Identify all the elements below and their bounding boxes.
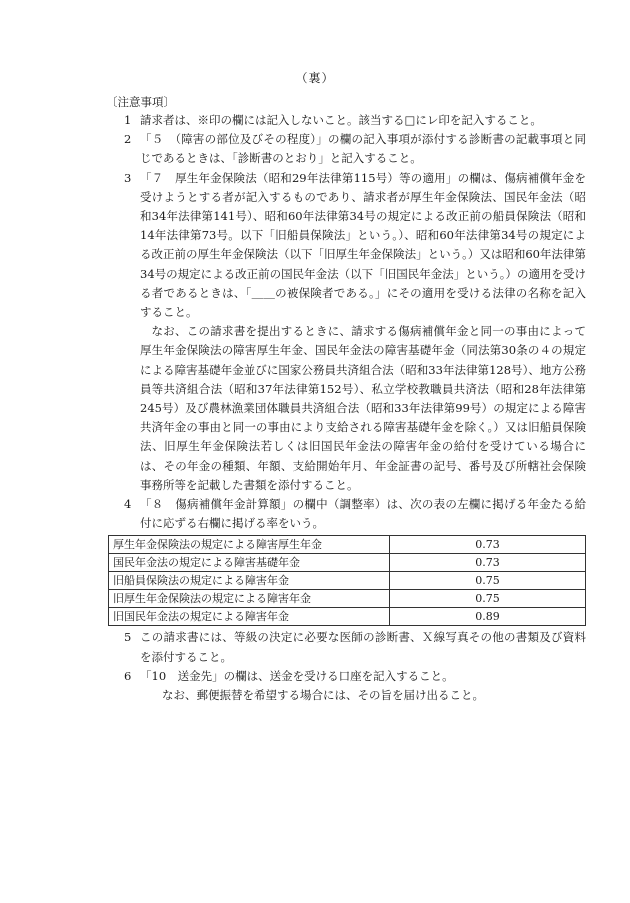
note-item-2 [108,130,586,168]
notes-section [108,94,586,705]
table-row [109,554,586,572]
note-item-6 [108,667,586,686]
adjustment-rate-table [108,535,586,626]
note-paragraph: この請求書には、等級の決定に必要な医師の診断書、Ｘ線写真その他の書類及び資料を添付すること。 [140,630,586,664]
note-paragraph: 「８ 傷病補償年金計算額」の欄中（調整率）は、次の表の左欄に掲げる年金たる給付に応ずる右欄に掲げる率をいう。 [140,497,586,531]
rate-cell: 0.73 [390,554,586,572]
note-number: 6 [124,668,132,683]
note-item-6-addendum [108,686,586,705]
note-body [140,169,586,495]
note-body [140,495,586,533]
note-body [140,686,586,705]
note-number: 3 [124,170,132,185]
note-paragraph: 「10 送金先」の欄は、送金を受ける口座を記入すること。 [140,668,454,683]
note-number: 1 [124,113,132,127]
note-body [140,111,586,130]
note-item-5 [108,628,586,666]
note-paragraph: なお、この請求書を提出するときに、請求する傷病補償年金と同一の事由によって厚生年金保険法の障害厚生年金、国民年金法の障害基礎年金（同法第30条の４の規定による障害基礎年金並びに国家公務員共済組合法（昭和33年法律第128号）、地方公務員等共済組合法（昭和37年法律第152号）、私立学校教職員共済法（昭和28年法律第245号）及び農林漁業団体職員共済組合法（昭和33年法律第99号）の規定による障害共済年金の事由と同一の事由により支給される障害基礎年金を除く。）又は旧船員保険法、旧厚生年金保険法若しくは旧国民年金法の障害年金の給付を受けている場合には、その年金の種類、年額、支給開始年月、年金証書の記号、番号及び所轄社会保険事務所等を記載した書類を添付すること。 [140,324,586,492]
rate-cell: 0.89 [390,608,586,626]
table-row [109,572,586,590]
pension-type-cell: 旧国民年金法の規定による障害年金 [109,608,390,626]
note-item-3 [108,169,586,495]
note-number: 4 [124,497,132,512]
page-heading: （裏） [295,71,335,85]
pension-type-cell: 旧厚生年金保険法の規定による障害年金 [109,590,390,608]
note-number-spacer [108,686,140,705]
note-number: 2 [124,132,132,147]
note-item-1 [108,111,586,130]
note-paragraph: 「５ （障害の部位及びその程度）」の欄の記入事項が添付する診断書の記載事項と同じであるときは、「診断書のとおり」と記入すること。 [140,132,586,166]
note-number: 5 [124,630,132,645]
rate-cell: 0.73 [390,536,586,554]
pension-type-cell: 厚生年金保険法の規定による障害厚生年金 [109,536,390,554]
rate-cell: 0.75 [390,590,586,608]
note-body [140,667,586,686]
rate-cell: 0.75 [390,572,586,590]
note-item-4 [108,495,586,533]
pension-type-cell: 旧船員保険法の規定による障害年金 [109,572,390,590]
note-paragraph: 「７ 厚生年金保険法（昭和29年法律第115号）等の適用」の欄は、傷病補償年金を受けようとする者が記入するものであり、請求者が厚生年金保険法、国民年金法（昭和34年法律第141号）、昭和60年法律第34号の規定による改正前の船員保険法（昭和14年法律第73号。以下「旧船員保険法」という。）、昭和60年法律第34号の規定による改正前の厚生年金保険法（以下「旧厚生年金保険法」という。）又は昭和60年法律第34号の規定による改正前の国民年金法（以下「旧国民年金法」という。）の適用を受ける者であるときは、「＿＿の被保険者である。」にその適用を受ける法律の名称を記入すること。 [140,170,586,320]
note-body [140,130,586,168]
table-row [109,536,586,554]
note-body [140,628,586,666]
notes-title: 〔注意事項〕 [106,95,175,109]
note-paragraph: なお、郵便振替を希望する場合には、その旨を届け出ること。 [162,688,484,703]
note-paragraph: 請求者は、※印の欄には記入しないこと。該当する□にレ印を記入すること。 [140,113,542,127]
pension-type-cell: 国民年金法の規定による障害基礎年金 [109,554,390,572]
table-row [109,590,586,608]
table-row [109,608,586,626]
